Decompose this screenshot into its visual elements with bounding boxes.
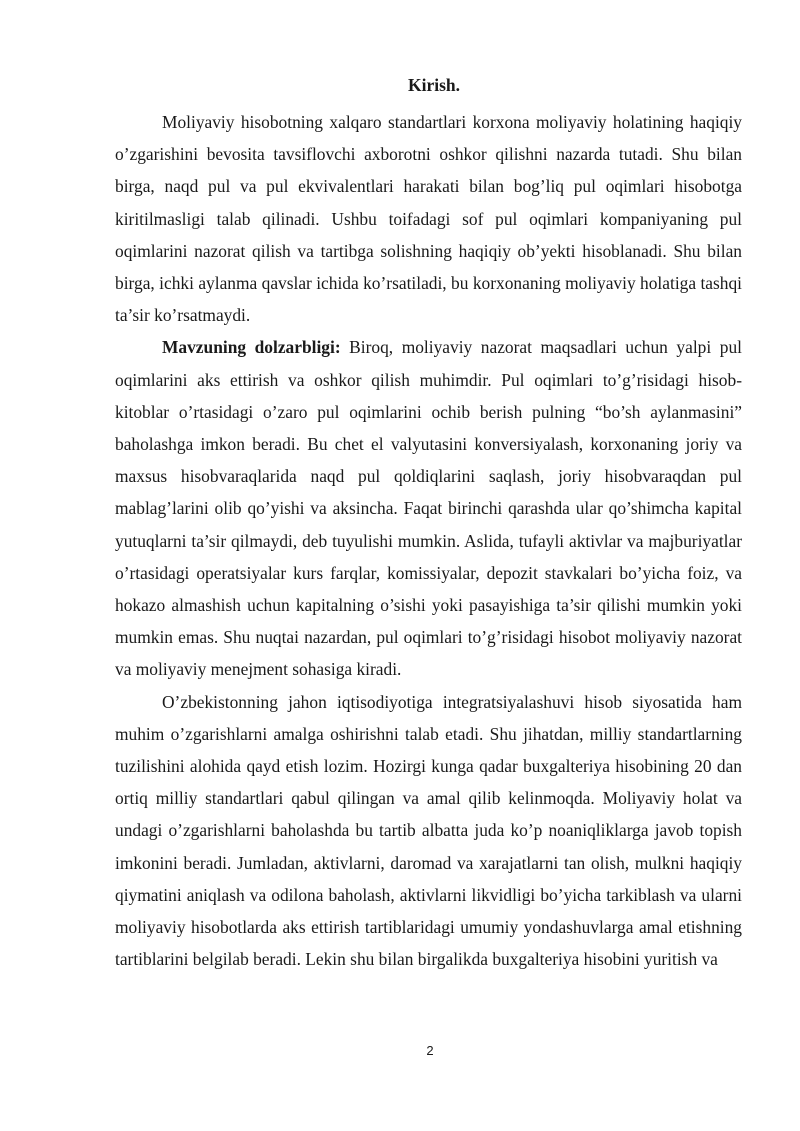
paragraph-lead: Mavzuning dolzarbligi:	[162, 337, 341, 358]
paragraph-text: Biroq, moliyaviy nazorat maqsadlari uchun yalpi pul oqimlarini aks ettirish va oshkor qilish muhimdir. Pul oqimlari to’g’risidagi hisob- kitoblar o’rtasidagi o’zaro pul oqimlarini ochib berish pulning “bo’sh aylanmasini” baholashga imkon beradi. Bu chet el valyutasini konversiyalash, korxonaning joriy va maxsus hisobvaraqlarida naqd pul qoldiqlarini saqlash, joriy hisobvaraqdan pul mablag’larini olib qo’yishi va aksincha. Faqat birinchi qarashda ular qo’shimcha kapital yutuqlarni ta’sir qilmaydi, deb tuyulishi mumkin. Aslida, tufayli aktivlar va majburiyatlar o’rtasidagi operatsiyalar kurs farqlar, komissiyalar, depozit stavkalari bo’yicha foiz, va hokazo almashish uchun kapitalning o’sishi yoki pasayishiga ta’sir qilishi mumkin yoki mumkin emas. Shu nuqtai nazardan, pul oqimlari to’g’risidagi hisobot moliyaviy nazorat va moliyaviy menejment sohasiga kiradi.	[115, 337, 742, 680]
section-title: Kirish.	[407, 75, 461, 95]
paragraph-text: Moliyaviy hisobotning xalqaro standartlari korxona moliyaviy holatining haqiqiy o’zgarishini bevosita tavsiflovchi axborotni oshkor qilishni nazarda tutadi. Shu bilan birga, naqd pul va pul ekvivalentlari harakati bilan bog’liq pul oqimlari hisobotga kiritilmasligi talab qilinadi. Ushbu toifadagi sof pul oqimlari kompaniyaning pul oqimlarini nazorat qilish va tartibga solishning haqiqiy ob’yekti hisoblanadi. Shu bilan birga, ichki aylanma qavslar ichida ko’rsatiladi, bu korxonaning moliyaviy holatiga tashqi ta’sir ko’rsatmaydi.	[115, 112, 742, 326]
paragraph-intro	[115, 106, 742, 331]
document-body	[115, 106, 742, 975]
paragraph-integration	[115, 686, 742, 976]
paragraph-relevance	[115, 331, 742, 685]
page-number: 2	[426, 1043, 434, 1058]
paragraph-text: O’zbekistonning jahon iqtisodiyotiga integratsiyalashuvi hisob siyosatida ham muhim o’zgarishlarni amalga oshirishni talab etadi. Shu jihatdan, milliy standartlarning tuzilishini alohida qayd etish lozim. Hozirgi kunga qadar buxgalteriya hisobining 20 dan ortiq milliy standartlari qabul qilingan va amal qilib kelinmoqda. Moliyaviy holat va undagi o’zgarishlarni baholashda bu tartib albatta juda ko’p noaniqliklarga javob topish imkonini beradi. Jumladan, aktivlarni, daromad va xarajatlarni tan olish, mulkni haqiqiy qiymatini aniqlash va odilona baholash, aktivlarni likvidligi bo’yicha tarkiblash va ularni moliyaviy hisobotlarda aks ettirish tartiblaridagi umumiy yondashuvlarga amal etishning tartiblarini belgilab beradi. Lekin shu bilan birgalikda buxgalteriya hisobini yuritish va	[115, 691, 742, 970]
